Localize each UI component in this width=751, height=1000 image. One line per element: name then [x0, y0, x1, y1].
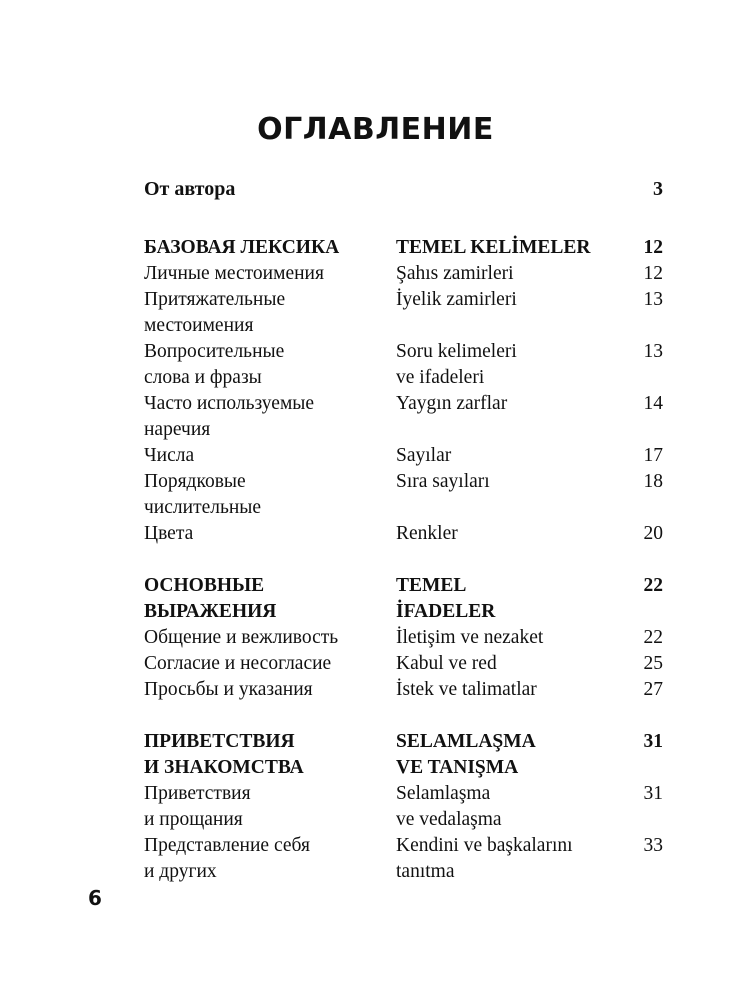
- entry-title-tr: İyelik zamirleri: [396, 289, 517, 310]
- entry-title-tr: Kendini ve başkalarını: [396, 835, 573, 856]
- entry-title-tr: Sayılar: [396, 445, 452, 466]
- toc-entry[interactable]: [144, 651, 663, 677]
- toc-author-page: 3: [653, 178, 663, 200]
- entry-title-ru: и других: [144, 861, 217, 882]
- toc-entry[interactable]: [144, 833, 663, 859]
- toc-author-entry[interactable]: [144, 176, 663, 202]
- entry-title-tr: ve vedalaşma: [396, 809, 502, 830]
- entry-title-ru: Притяжательные: [144, 289, 286, 310]
- entry-title-tr: Sıra sayıları: [396, 471, 490, 492]
- toc-entry[interactable]: [144, 443, 663, 469]
- entry-page-number: 20: [643, 523, 663, 544]
- entry-title-ru: Порядковые: [144, 471, 246, 492]
- entry-title-ru: Вопросительные: [144, 341, 285, 362]
- entry-title-ru: и прощания: [144, 809, 243, 830]
- toc-entry[interactable]: [144, 365, 663, 391]
- entry-title-ru: Общение и вежливость: [144, 627, 339, 648]
- entry-page-number: 33: [643, 835, 663, 856]
- section-title-ru: ПРИВЕТСТВИЯ: [144, 731, 295, 752]
- toc-entry[interactable]: [144, 495, 663, 521]
- section-title-ru: И ЗНАКОМСТВА: [144, 757, 304, 778]
- table-of-contents: [144, 176, 663, 885]
- entry-title-ru: Числа: [144, 445, 195, 466]
- toc-section-heading[interactable]: [144, 755, 663, 781]
- entry-title-tr: Kabul ve red: [396, 653, 497, 674]
- entry-title-ru: Приветствия: [144, 783, 251, 804]
- entry-page-number: [621, 417, 663, 443]
- entry-title-ru: Просьбы и указания: [144, 679, 313, 700]
- entry-page-number: 31: [643, 783, 663, 804]
- toc-entry[interactable]: [144, 469, 663, 495]
- entry-title-tr: [396, 495, 621, 521]
- entry-title-ru: наречия: [144, 419, 211, 440]
- entry-page-number: 22: [643, 627, 663, 648]
- entry-page-number: 14: [643, 393, 663, 414]
- toc-entry[interactable]: [144, 521, 663, 547]
- section-title-tr: VE TANIŞMA: [396, 757, 519, 778]
- entry-title-tr: [396, 417, 621, 443]
- toc-entry[interactable]: [144, 781, 663, 807]
- entry-page-number: [621, 365, 663, 391]
- entry-title-tr: Renkler: [396, 523, 458, 544]
- entry-page-number: 25: [643, 653, 663, 674]
- spacer: [144, 547, 663, 573]
- section-title-ru: БАЗОВАЯ ЛЕКСИКА: [144, 237, 340, 258]
- entry-title-tr: Soru kelimeleri: [396, 341, 517, 362]
- spacer: [144, 202, 663, 235]
- entry-title-ru: Цвета: [144, 523, 194, 544]
- entry-title-ru: местоимения: [144, 315, 254, 336]
- toc-entry[interactable]: [144, 859, 663, 885]
- entry-title-ru: слова и фразы: [144, 367, 262, 388]
- section-title-ru: ВЫРАЖЕНИЯ: [144, 601, 277, 622]
- entry-title-ru: числительные: [144, 497, 262, 518]
- entry-title-ru: Согласие и несогласие: [144, 653, 332, 674]
- entry-title-tr: İletişim ve nezaket: [396, 627, 544, 648]
- entry-page-number: 27: [643, 679, 663, 700]
- section-page-number: 22: [643, 575, 663, 596]
- section-title-tr: TEMEL: [396, 575, 467, 596]
- section-title-ru: ОСНОВНЫЕ: [144, 575, 265, 596]
- toc-entry[interactable]: [144, 417, 663, 443]
- entry-title-tr: [396, 313, 621, 339]
- section-title-tr: SELAMLAŞMA: [396, 731, 536, 752]
- section-title-tr: İFADELER: [396, 601, 496, 622]
- toc-section-heading[interactable]: [144, 573, 663, 599]
- entry-title-tr: Şahıs zamirleri: [396, 263, 514, 284]
- entry-title-ru: Представление себя: [144, 835, 310, 856]
- toc-entry[interactable]: [144, 313, 663, 339]
- entry-title-tr: İstek ve talimatlar: [396, 679, 537, 700]
- section-title-tr: TEMEL KELİMELER: [396, 237, 591, 258]
- toc-entry[interactable]: [144, 261, 663, 287]
- entry-title-tr: tanıtma: [396, 861, 455, 882]
- entry-page-number: [621, 313, 663, 339]
- section-page-number: 31: [643, 731, 663, 752]
- entry-page-number: [621, 859, 663, 885]
- entry-title-ru: Часто используемые: [144, 393, 315, 414]
- toc-author-label: От автора: [144, 178, 236, 200]
- entry-page-number: 13: [643, 341, 663, 362]
- toc-entry[interactable]: [144, 287, 663, 313]
- toc-entry[interactable]: [144, 339, 663, 365]
- section-page-number: [621, 599, 663, 625]
- toc-entry[interactable]: [144, 625, 663, 651]
- toc-section-heading[interactable]: [144, 235, 663, 261]
- entry-title-tr: Selamlaşma: [396, 783, 491, 804]
- entry-title-ru: Личные местоимения: [144, 263, 324, 284]
- toc-entry[interactable]: [144, 677, 663, 703]
- spacer: [144, 703, 663, 729]
- toc-section-heading[interactable]: [144, 599, 663, 625]
- page-title: ОГЛАВЛЕНИЕ: [257, 112, 494, 147]
- section-page-number: 12: [643, 237, 663, 258]
- toc-entry[interactable]: [144, 391, 663, 417]
- entry-page-number: 18: [643, 471, 663, 492]
- entry-page-number: 17: [643, 445, 663, 466]
- entry-title-tr: ve ifadeleri: [396, 367, 485, 388]
- page-number: 6: [88, 886, 102, 910]
- section-page-number: [621, 755, 663, 781]
- entry-page-number: 12: [643, 263, 663, 284]
- toc-section-heading[interactable]: [144, 729, 663, 755]
- toc-entry[interactable]: [144, 807, 663, 833]
- entry-title-tr: Yaygın zarflar: [396, 393, 508, 414]
- entry-page-number: [621, 807, 663, 833]
- entry-page-number: [621, 495, 663, 521]
- entry-page-number: 13: [643, 289, 663, 310]
